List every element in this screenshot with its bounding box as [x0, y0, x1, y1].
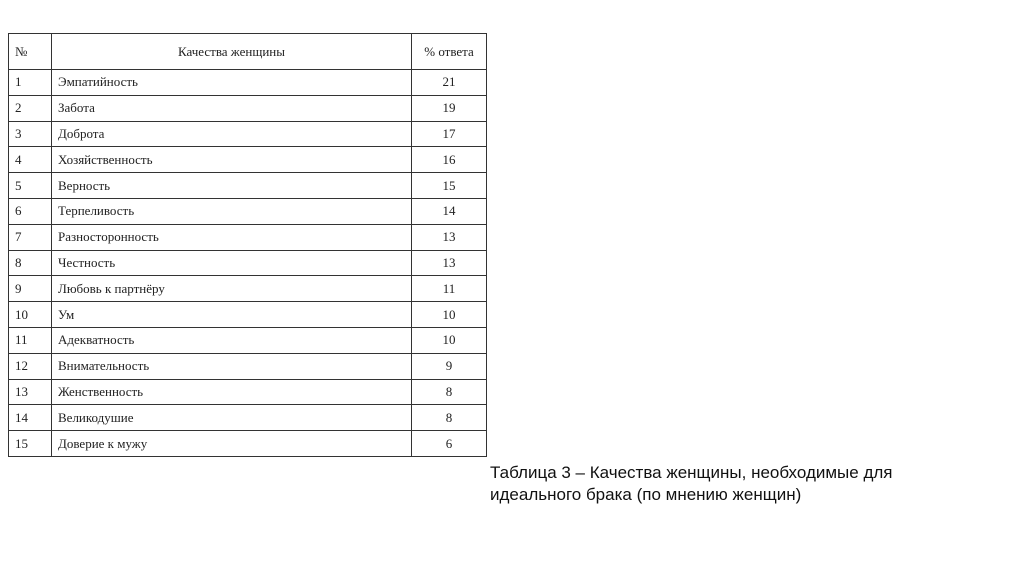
- row-percent-cell: 14: [412, 198, 487, 224]
- row-num-cell: 15: [9, 431, 52, 457]
- row-percent-cell: 13: [412, 224, 487, 250]
- table-row: [9, 70, 487, 96]
- row-percent-cell: 8: [412, 405, 487, 431]
- table-row: [9, 405, 487, 431]
- row-quality-cell: Адекватность: [52, 327, 412, 353]
- table-row: [9, 302, 487, 328]
- row-percent-cell: 16: [412, 147, 487, 173]
- table-row: [9, 95, 487, 121]
- row-percent-cell: 11: [412, 276, 487, 302]
- row-quality-cell: Ум: [52, 302, 412, 328]
- row-num-cell: 7: [9, 224, 52, 250]
- row-percent-cell: 10: [412, 327, 487, 353]
- table-row: [9, 224, 487, 250]
- row-percent-cell: 15: [412, 173, 487, 199]
- row-quality-cell: Разносторонность: [52, 224, 412, 250]
- row-num-cell: 13: [9, 379, 52, 405]
- row-num-cell: 12: [9, 353, 52, 379]
- row-quality-cell: Женственность: [52, 379, 412, 405]
- table-header-row: [9, 34, 487, 70]
- row-quality-cell: Хозяйственность: [52, 147, 412, 173]
- row-num-cell: 9: [9, 276, 52, 302]
- table-body: [9, 70, 487, 457]
- table-row: [9, 198, 487, 224]
- row-quality-cell: Великодушие: [52, 405, 412, 431]
- table-caption: Таблица 3 – Качества женщины, необходимые для идеального брака (по мнению женщин): [490, 463, 893, 504]
- header-quality: Качества женщины: [52, 34, 412, 70]
- row-percent-cell: 21: [412, 70, 487, 96]
- row-percent-cell: 19: [412, 95, 487, 121]
- row-quality-cell: Эмпатийность: [52, 70, 412, 96]
- row-quality-cell: Забота: [52, 95, 412, 121]
- row-percent-cell: 8: [412, 379, 487, 405]
- row-quality-cell: Честность: [52, 250, 412, 276]
- qualities-table: [8, 33, 487, 457]
- row-quality-cell: Терпеливость: [52, 198, 412, 224]
- row-num-cell: 4: [9, 147, 52, 173]
- row-percent-cell: 6: [412, 431, 487, 457]
- table-row: [9, 327, 487, 353]
- header-percent: % ответа: [412, 34, 487, 70]
- row-num-cell: 3: [9, 121, 52, 147]
- table-row: [9, 121, 487, 147]
- row-quality-cell: Доброта: [52, 121, 412, 147]
- table-row: [9, 276, 487, 302]
- row-num-cell: 10: [9, 302, 52, 328]
- table-row: [9, 431, 487, 457]
- row-num-cell: 14: [9, 405, 52, 431]
- row-percent-cell: 9: [412, 353, 487, 379]
- table-row: [9, 173, 487, 199]
- row-num-cell: 8: [9, 250, 52, 276]
- row-percent-cell: 13: [412, 250, 487, 276]
- row-quality-cell: Доверие к мужу: [52, 431, 412, 457]
- row-num-cell: 11: [9, 327, 52, 353]
- row-num-cell: 6: [9, 198, 52, 224]
- row-quality-cell: Любовь к партнёру: [52, 276, 412, 302]
- row-num-cell: 2: [9, 95, 52, 121]
- table-row: [9, 250, 487, 276]
- table-row: [9, 379, 487, 405]
- row-percent-cell: 10: [412, 302, 487, 328]
- row-quality-cell: Внимательность: [52, 353, 412, 379]
- row-percent-cell: 17: [412, 121, 487, 147]
- row-num-cell: 1: [9, 70, 52, 96]
- table-row: [9, 147, 487, 173]
- header-num: №: [9, 34, 52, 70]
- row-num-cell: 5: [9, 173, 52, 199]
- row-quality-cell: Верность: [52, 173, 412, 199]
- table-row: [9, 353, 487, 379]
